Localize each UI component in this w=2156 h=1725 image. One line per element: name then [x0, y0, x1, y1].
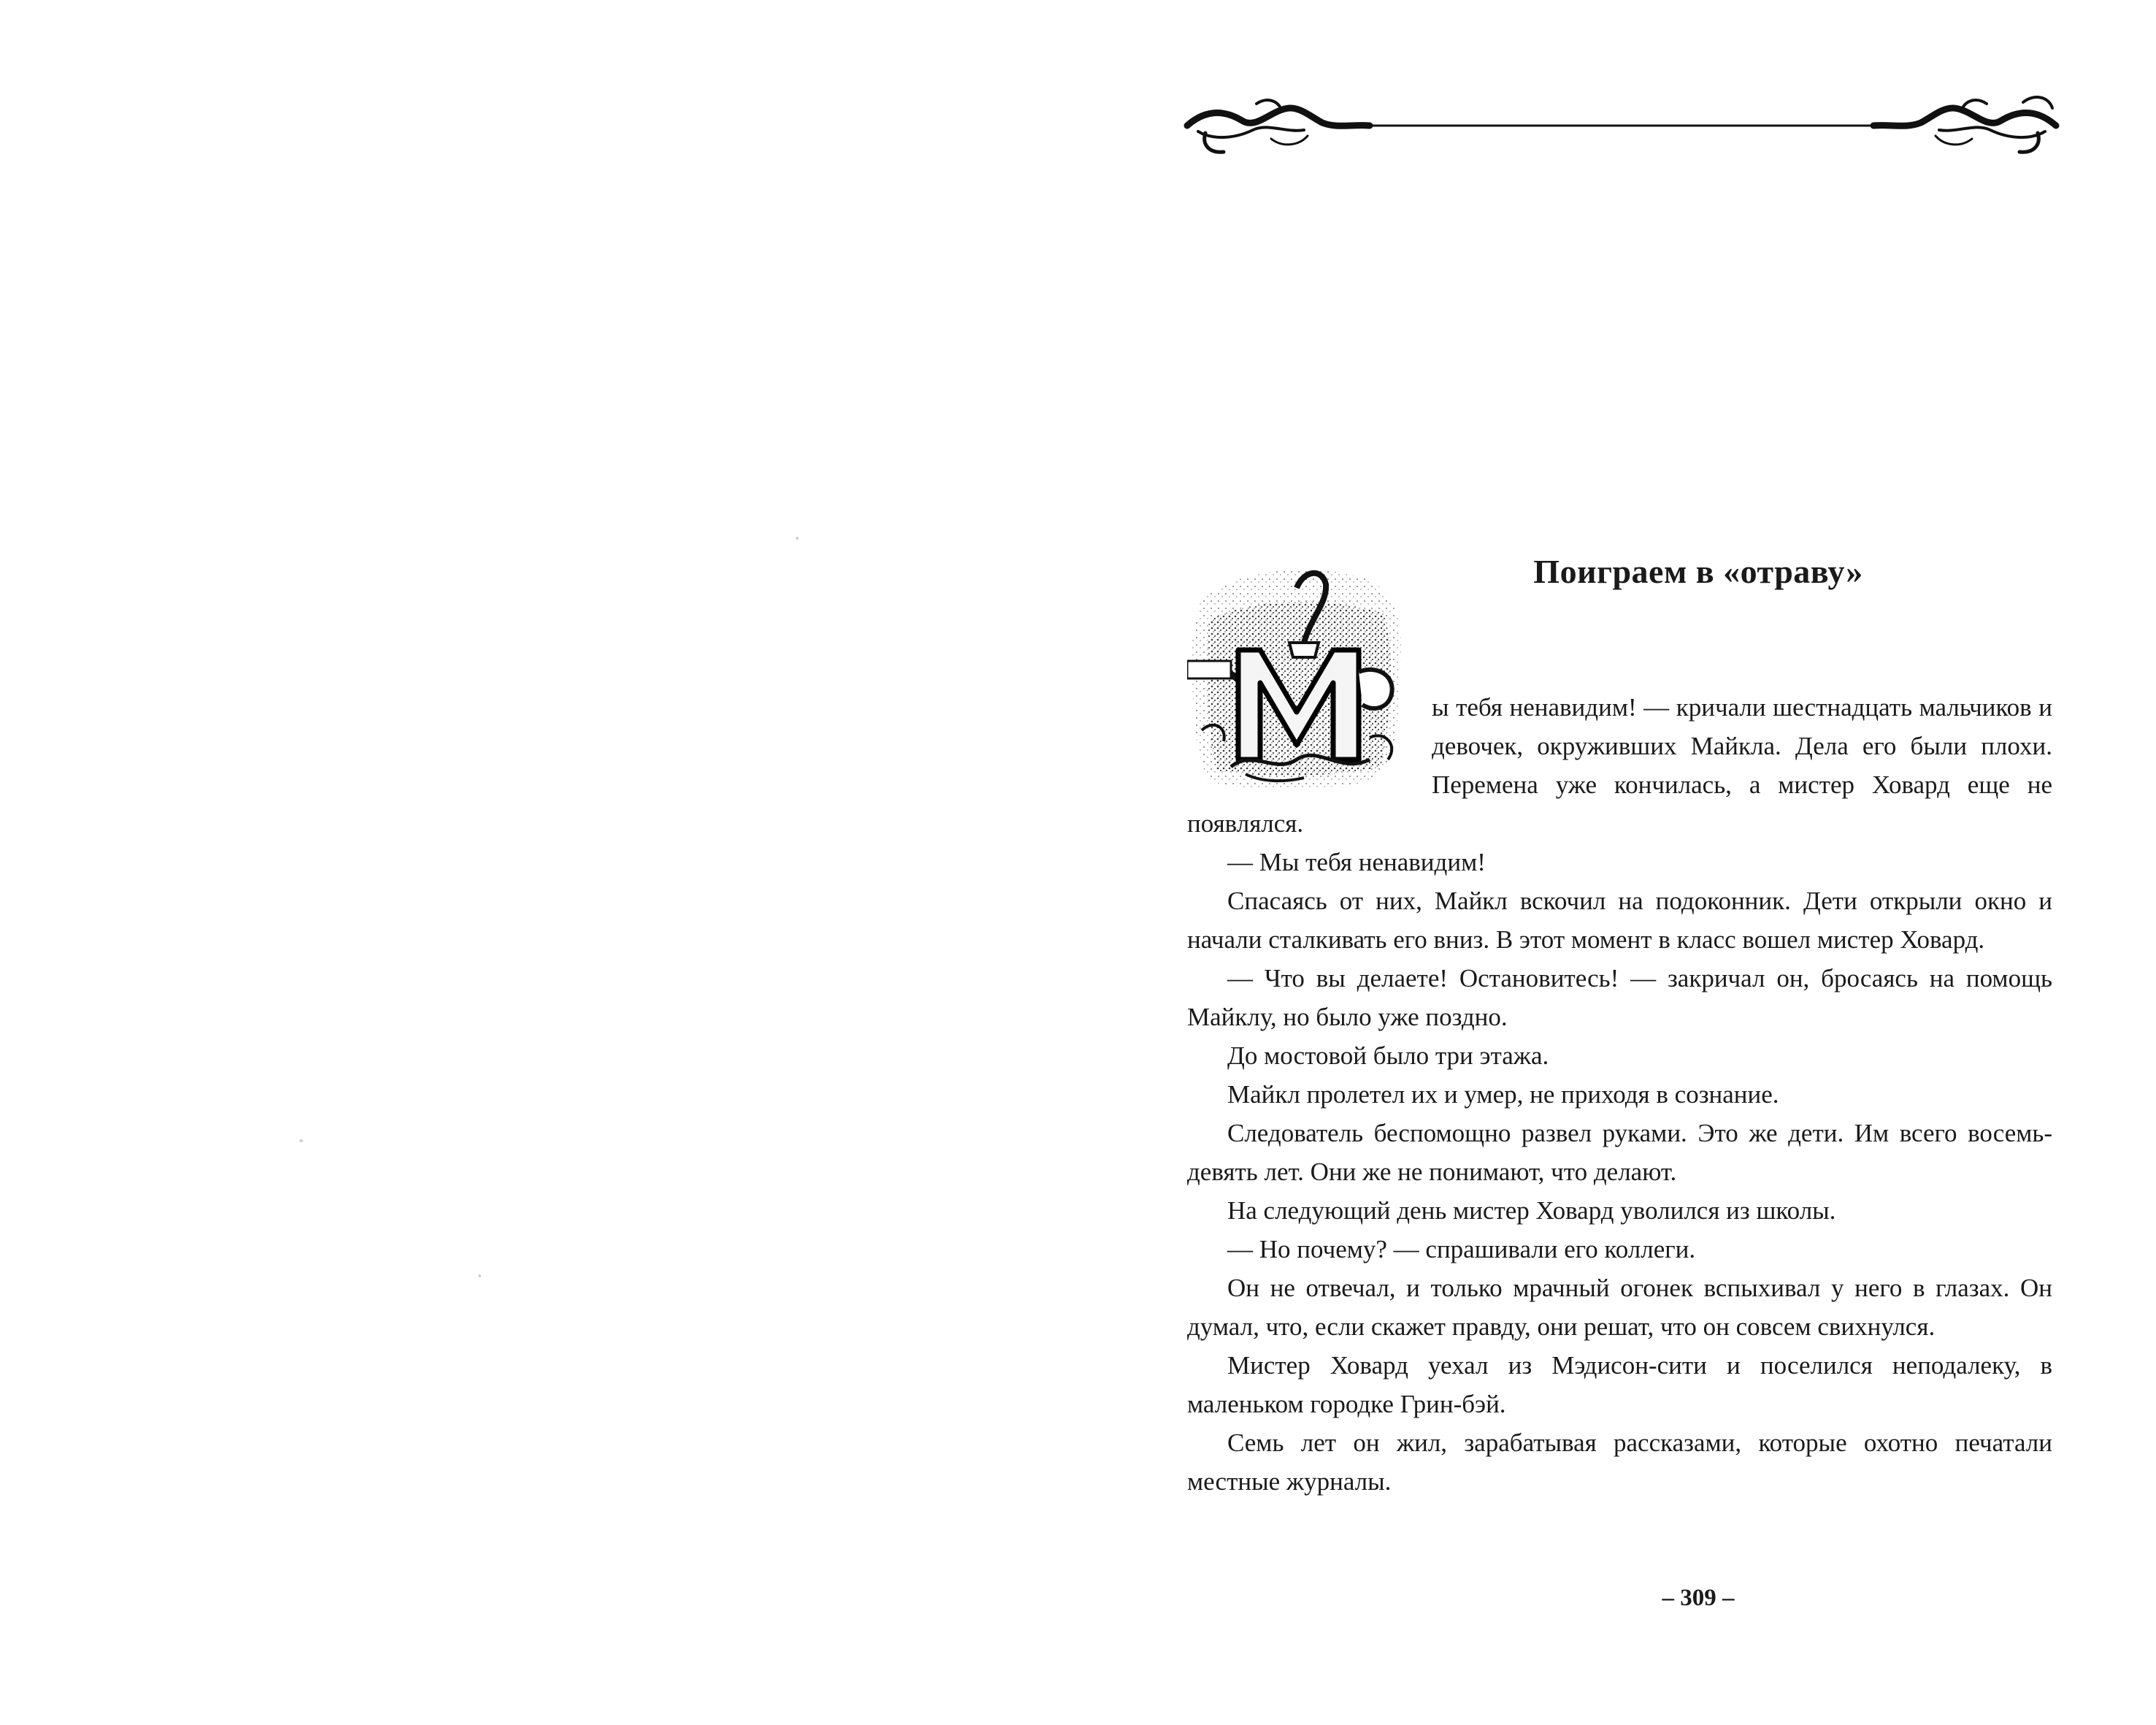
paper-speck [796, 537, 799, 540]
paragraph: Он не отвечал, и только мрачный огонек вспыхивал у него в глазах. Он думал, что, если скажет правду, они решат, что он совсем свихнулся. [1187, 1274, 2052, 1341]
paragraph: Следователь беспомощно развел руками. Это же дети. Им всего восемь-девять лет. Они же не понимают, что делают. [1187, 1119, 2052, 1186]
paragraph: Майкл пролетел их и умер, не приходя в сознание. [1227, 1080, 1779, 1109]
paragraph: На следующий день мистер Ховард уволился из школы. [1227, 1196, 1836, 1225]
dropcap-space [1187, 688, 1432, 794]
paragraph: Спасаясь от них, Майкл вскочил на подоконник. Дети открыли окно и начали сталкивать его вниз. В этот момент в класс вошел мистер Ховард. [1187, 887, 2052, 954]
right-page [1078, 0, 2156, 1725]
paper-speck [299, 1139, 303, 1142]
paragraph: Семь лет он жил, зарабатывая рассказами, которые охотно печатали местные журналы. [1187, 1428, 2052, 1496]
paper-speck [478, 1274, 481, 1277]
paragraph: До мостовой было три этажа. [1227, 1041, 1549, 1070]
paragraph: — Мы тебя ненавидим! [1227, 848, 1486, 876]
chapter-text [1187, 688, 2052, 1501]
paragraph-text: ы тебя ненавидим! — кричали шестнадцать мальчиков и девочек, окруживших Майкла. Дела его были плохи. Перемена уже кончилась, а мистер Ховард еще не появлялся. [1187, 693, 2052, 838]
chapter-title: Поиграем в «отраву» [1533, 553, 1863, 590]
paragraph [1187, 688, 2052, 843]
paragraph: Мистер Ховард уехал из Мэдисон-сити и поселился неподалеку, в маленьком городке Грин-бэй. [1187, 1351, 2052, 1418]
page-number: – 309 – [1662, 1585, 1735, 1611]
paragraph: — Но почему? — спрашивали его коллеги. [1227, 1235, 1696, 1263]
header-ornament [1184, 88, 2060, 168]
paragraph: — Что вы делаете! Остановитесь! — закричал он, бросаясь на помощь Майклу, но было уже поздно. [1187, 964, 2052, 1031]
